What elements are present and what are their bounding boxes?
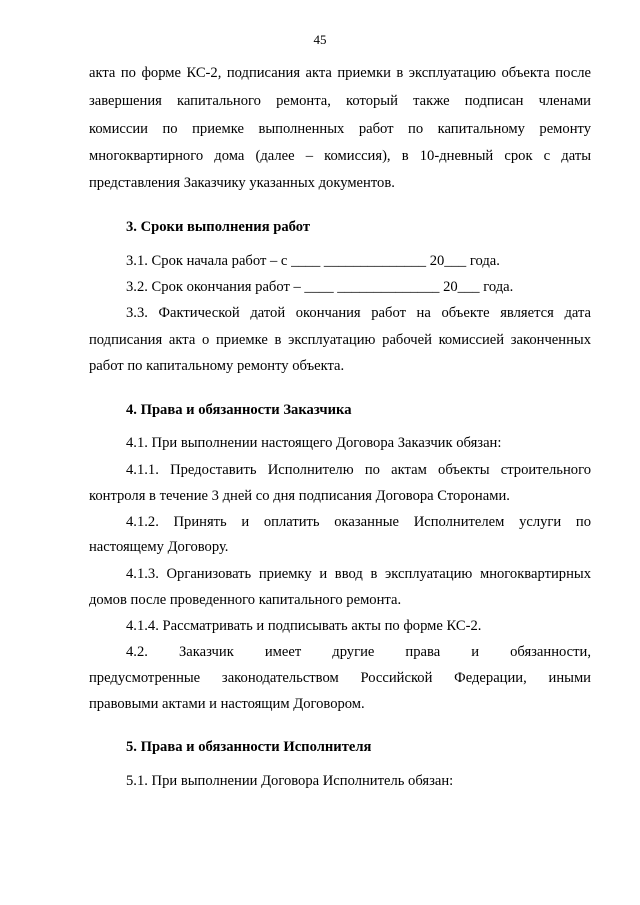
section-heading-3: 3. Сроки выполнения работ	[126, 219, 311, 235]
clause-5-1: 5.1. При выполнении Договора Исполнитель обязан:	[126, 773, 454, 789]
clause-3-3-line: подписания акта о приемке в эксплуатацию рабочей комиссией законченных	[89, 332, 591, 348]
clause-3-2: 3.2. Срок окончания работ – ____ ______________ 20___ года.	[126, 279, 514, 295]
clause-4-1-2-line: настоящему Договору.	[89, 539, 229, 555]
clause-4-2-line: правовыми актами и настоящим Договором.	[89, 696, 365, 712]
clause-4-1-3-line: 4.1.3. Организовать приемку и ввод в эксплуатацию многоквартирных	[126, 566, 591, 582]
paragraph-line: многоквартирного дома (далее – комиссия), в 10-дневный срок с даты	[89, 148, 591, 164]
section-heading-4: 4. Права и обязанности Заказчика	[126, 402, 352, 418]
clause-3-3-line: работ по капитальному ремонту объекта.	[89, 358, 345, 374]
clause-4-1-3-line: домов после проведенного капитального ремонта.	[89, 592, 402, 608]
section-heading-5: 5. Права и обязанности Исполнителя	[126, 739, 372, 755]
clause-4-2-line: 4.2. Заказчик имеет другие права и обязанности,	[126, 644, 591, 660]
clause-4-1-1-line: контроля в течение 3 дней со дня подписания Договора Сторонами.	[89, 488, 510, 504]
paragraph-line: комиссии по приемке выполненных работ по капитальному ремонту	[89, 121, 591, 137]
clause-3-3-line: 3.3. Фактической датой окончания работ на объекте является дата	[126, 305, 591, 321]
paragraph-line: акта по форме КС-2, подписания акта приемки в эксплуатацию объекта после	[89, 65, 591, 81]
page-number: 45	[313, 32, 327, 47]
clause-3-1: 3.1. Срок начала работ – с ____ ______________ 20___ года.	[126, 253, 500, 269]
clause-4-2-line: предусмотренные законодательством Российской Федерации, иными	[89, 670, 591, 686]
paragraph-line: завершения капитального ремонта, который также подписан членами	[89, 93, 591, 109]
clause-4-1-4: 4.1.4. Рассматривать и подписывать акты по форме КС-2.	[126, 618, 482, 634]
clause-4-1-1-line: 4.1.1. Предоставить Исполнителю по актам объекты строительного	[126, 462, 591, 478]
clause-4-1: 4.1. При выполнении настоящего Договора Заказчик обязан:	[126, 435, 502, 451]
paragraph-line: представления Заказчику указанных документов.	[89, 175, 395, 191]
clause-4-1-2-line: 4.1.2. Принять и оплатить оказанные Исполнителем услуги по	[126, 514, 591, 530]
